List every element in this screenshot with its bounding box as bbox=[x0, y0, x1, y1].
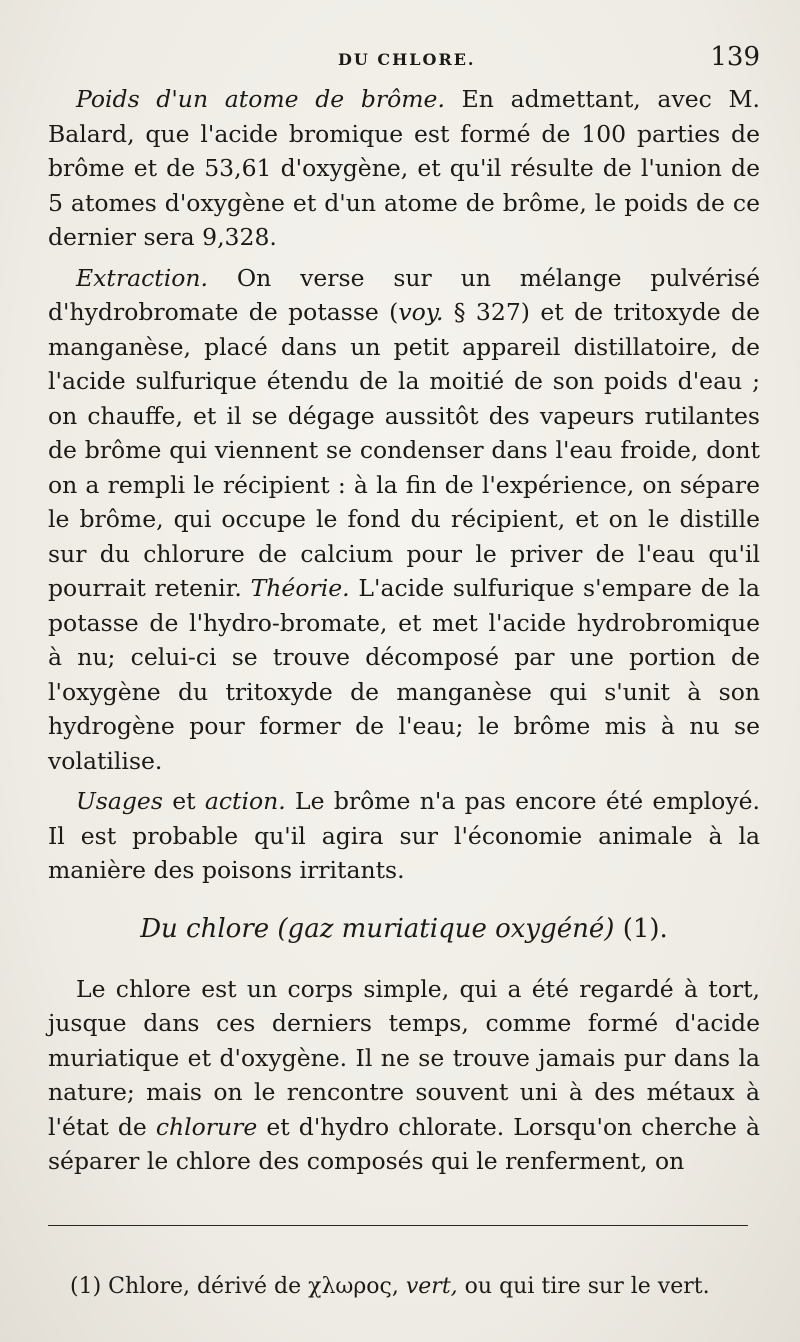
voy-abbreviation: voy. bbox=[398, 298, 444, 326]
run-in-heading: action. bbox=[204, 787, 286, 815]
page-header bbox=[48, 42, 760, 80]
emphasis-vert: vert, bbox=[405, 1274, 458, 1299]
paragraph-extraction bbox=[48, 261, 760, 779]
paragraph-text: On verse sur un mélange pulvérisé d'hydrobromate de potasse ( bbox=[48, 263, 760, 326]
body-text bbox=[48, 82, 760, 1185]
footnote-text: ou qui tire sur le vert. bbox=[457, 1274, 710, 1299]
paragraph-chlore bbox=[48, 972, 760, 1179]
paragraph-text: § 327) et de tritoxyde de manganèse, placé dans un petit appareil distillatoire, de l'acide sulfurique étendu de la moitié de son poids d'eau ; on chauffe, et il se dégage aussitôt des vapeurs rutilantes de brôme qui viennent se condenser dans l'eau froide, dont on a rempli le récipient : à la fin de l'expérience, on sépare le brôme, qui occupe le fond du récipient, et on le distille sur du chlorure de calcium pour le priver de l'eau qu'il pourrait retenir. bbox=[48, 298, 760, 602]
paragraph-text: Le chlore est un corps simple, qui a été regardé à tort, jusque dans ces derniers temps, comme formé d'acide muriatique et d'oxygène. Il ne se trouve jamais pur dans la nature; mais on le rencontre souvent uni à des métaux à l'état de bbox=[48, 974, 760, 1141]
paragraph-poids-atome bbox=[48, 82, 760, 255]
section-heading bbox=[48, 912, 760, 946]
run-in-heading: Poids d'un atome de brôme. bbox=[76, 85, 445, 113]
run-in-heading: Extraction. bbox=[76, 263, 208, 292]
footnote bbox=[70, 1272, 760, 1302]
paragraph-usages bbox=[48, 784, 760, 888]
paragraph-text: et d'hydro chlorate. Lorsqu'on cherche à séparer le chlore des composés qui le renferment, on bbox=[48, 1112, 760, 1175]
paragraph-text: Le brôme n'a pas encore été employé. Il est probable qu'il agira sur l'économie animale à la manière des poisons irritants. bbox=[48, 787, 760, 884]
footnote-reference: (1). bbox=[614, 913, 668, 944]
section-title: Du chlore (gaz muriatique oxygéné) bbox=[140, 913, 615, 944]
paragraph-text: En admettant, avec M. Balard, que l'acide bromique est formé de 100 parties de brôme et de 53,61 d'oxygène, et qu'il résulte de l'union de 5 atomes d'oxygène et d'un atome de brôme, le poids de ce dernier sera 9,328. bbox=[48, 85, 760, 251]
paragraph-text: L'acide sulfurique s'empare de la potasse de l'hydro-bromate, et met l'acide hydrobromique à nu; celui-ci se trouve décomposé par une portion de l'oxygène du tritoxyde de manganèse qui s'unit à son hydrogène pour former de l'eau; le brôme mis à nu se volatilise. bbox=[48, 574, 760, 775]
footnote-text: (1) Chlore, dérivé de χλωρος, bbox=[70, 1274, 406, 1299]
emphasis-chlorure: chlorure bbox=[155, 1112, 258, 1141]
run-in-heading: Usages bbox=[76, 787, 163, 815]
run-in-heading-theorie: Théorie. bbox=[250, 574, 350, 602]
page-number: 139 bbox=[710, 42, 760, 72]
running-title: DU CHLORE. bbox=[338, 50, 476, 69]
run-in-connector: et bbox=[162, 787, 205, 815]
footnote-rule bbox=[48, 1225, 748, 1226]
